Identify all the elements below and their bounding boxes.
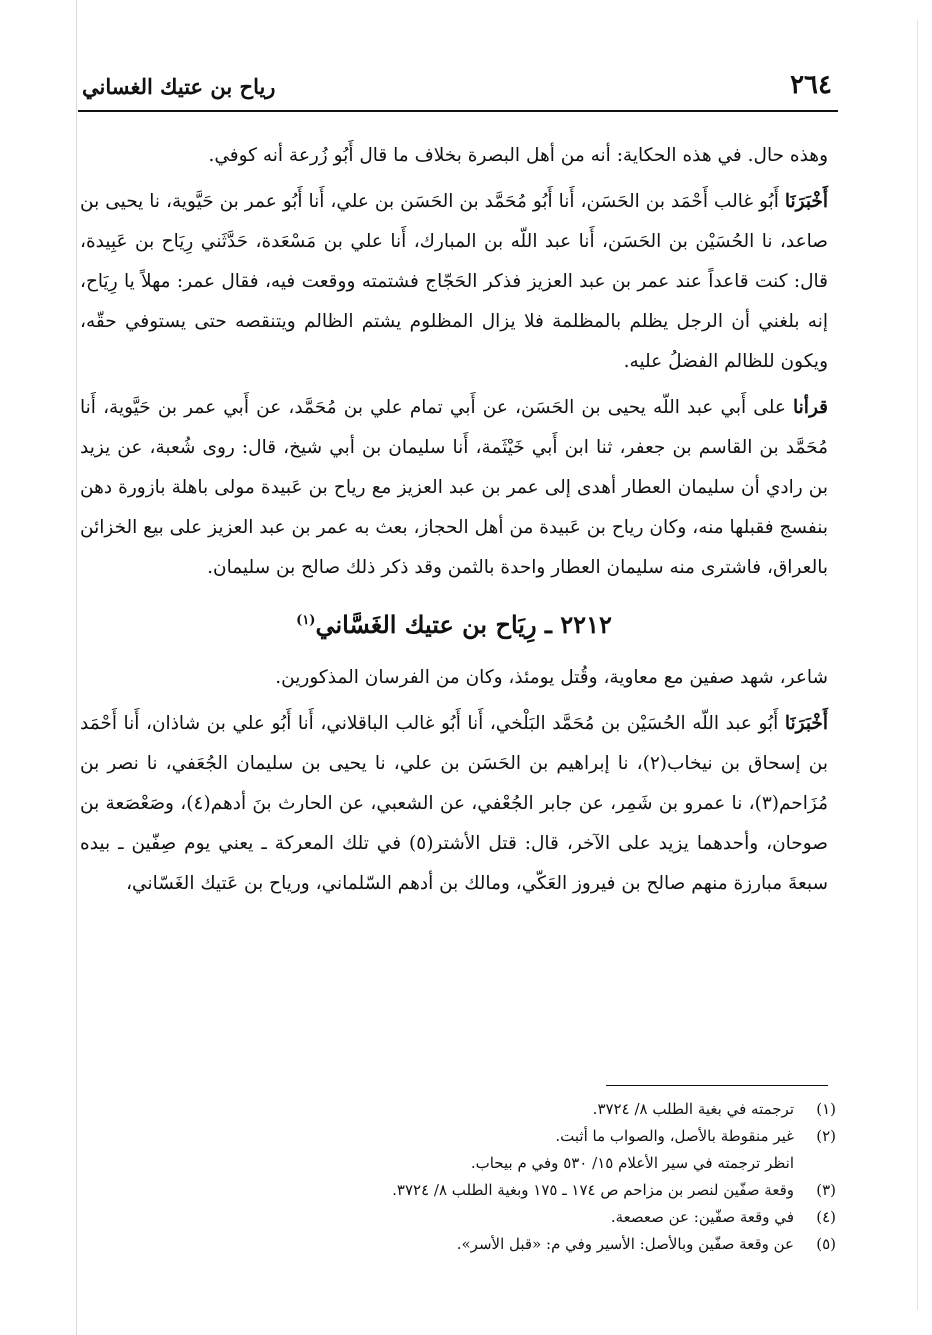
paragraph-3-text: على أَبي عبد اللّه يحيى بن الحَسَن، عن أَبي تمام علي بن مُحَمَّد، عن أَبي عمر بن حَيَّوية، أَنا مُحَمَّد بن القاسم بن جعفر، ثنا ابن أَبي خَيْثَمة، أَنا سليمان بن أبي شيخ، قال: روى شُعبة، عن يزيد بن رادي أن سليمان العطار أهدى إلى عمر بن عبد العزيز مع رياح بن عَبيدة مولى باهلة بازورة دهن بنفسج فقبلها منه، وكان رياح بن عَبيدة من أهل الحجاز، بعث به عمر بن عبد العزيز على بيع الخزائن بالعراق، فاشترى منه سليمان العطار واحدة بالثمن وقد ذكر ذلك صالح بن سليمان. [80, 397, 828, 578]
footnote-text: وقعة صفّين لنصر بن مزاحم ص ١٧٤ ـ ١٧٥ وبغية الطلب ٨/ ٣٧٢٤. [392, 1181, 794, 1199]
page-number: ٢٦٤ [790, 70, 832, 100]
scan-edge-right [917, 20, 918, 1310]
paragraph-4 [80, 658, 828, 698]
footnote-number: (٢) [816, 1127, 836, 1145]
paragraph-1 [80, 136, 828, 176]
footnote-5 [96, 1231, 836, 1258]
footnote-text: عن وقعة صفّين وبالأصل: الأسير وفي م: «قبل الأسر». [456, 1235, 794, 1253]
paragraph-2 [80, 182, 828, 382]
entry-heading-text: ٢٢١٢ ـ رِيَاح بن عتيك الغَسَّاني [315, 610, 612, 639]
paragraph-3 [80, 388, 828, 588]
paragraph-3-lead: قرأنا [793, 397, 828, 418]
footnote-text: غير منقوطة بالأصل، والصواب ما أثبت. [555, 1127, 794, 1145]
entry-heading [80, 594, 828, 652]
paragraph-2-text: أَبُو غالب أَحْمَد بن الحَسَن، أَنا أَبُو مُحَمَّد بن الحَسَن بن علي، أَنا أَبُو عمر بن حَيَّوية، نا يحيى بن صاعد، نا الحُسَيْن بن الحَسَن، أَنا عبد اللّه بن المبارك، أَنا علي بن مَسْعَدة، حَدَّثَني رِيَاح بن عَبِيدة، قال: كنت قاعداً عند عمر بن عبد العزيز فذكر الحَجّاج فشتمته ووقعت فيه، فقال عمر: مهلاً يا رِيَاح، إنه بلغني أن الرجل يظلم بالمظلمة فلا يزال المظلوم يشتم الظالم ويتنقصه حتى يستوفي حقّه، ويكون للظالم الفضلُ عليه. [80, 191, 828, 372]
paragraph-4-text: شاعر، شهد صفين مع معاوية، وقُتل يومئذ، وكان من الفرسان المذكورين. [275, 667, 828, 688]
footnote-text: ترجمته في بغية الطلب ٨/ ٣٧٢٤. [592, 1100, 794, 1118]
scan-edge-left [76, 0, 77, 1335]
footnote-3 [96, 1177, 836, 1204]
footnote-text: في وقعة صفّين: عن صعصعة. [610, 1208, 794, 1226]
footnote-2-continuation: انظر ترجمته في سير الأعلام ١٥/ ٥٣٠ وفي م بيحاب. [470, 1154, 794, 1172]
paragraph-5 [80, 704, 828, 904]
main-text [80, 136, 828, 904]
paragraph-1-text: وهذه حال. في هذه الحكاية: أنه من أهل البصرة بخلاف ما قال أَبُو زُرعة أنه كوفي. [208, 145, 828, 166]
footnote-number: (٥) [816, 1235, 836, 1253]
footnote-2 [96, 1123, 836, 1150]
footnote-number: (٤) [816, 1208, 836, 1226]
footnote-rule [606, 1085, 828, 1086]
paragraph-5-text: أَبُو عبد اللّه الحُسَيْن بن مُحَمَّد البَلْخي، أَنا أَبُو غالب الباقلاني، أَنا أَبُو علي بن شاذان، أَنا أَحْمَد بن إسحاق بن نيخاب(٢)، نا إبراهيم بن الحَسَن بن علي، نا يحيى بن سليمان الجُعَفي، نا نصر بن مُزَاحم(٣)، نا عمرو بن شَمِر، عن جابر الجُعْفي، عن الشعبي، عن الحارث بنَ أدهم(٤)، وصَعْصَعة بن صوحان، وأحدهما يزيد على الآخر، قال: قتل الأشتر(٥) في تلك المعركة ـ يعني يوم صِفّين ـ بيده سبعةَ مبارزة منهم صالح بن فيروز العَكّي، ومالك بن أدهم السّلماني، ورياح بن عَتيك الغَسّاني، [80, 713, 829, 894]
page-header [78, 68, 838, 108]
footnote-4 [96, 1204, 836, 1231]
entry-heading-footnote-ref: (١) [296, 613, 316, 628]
running-title: رياح بن عتيك الغساني [82, 74, 276, 99]
header-rule [78, 110, 838, 112]
footnote-number: (٣) [816, 1181, 836, 1199]
footnote-1 [96, 1096, 836, 1123]
paragraph-5-lead: أَخْبَرَنَا [784, 713, 828, 734]
footnotes [96, 1096, 836, 1258]
paragraph-2-lead: أَخْبَرَنَا [784, 191, 828, 212]
footnote-number: (١) [816, 1100, 836, 1118]
